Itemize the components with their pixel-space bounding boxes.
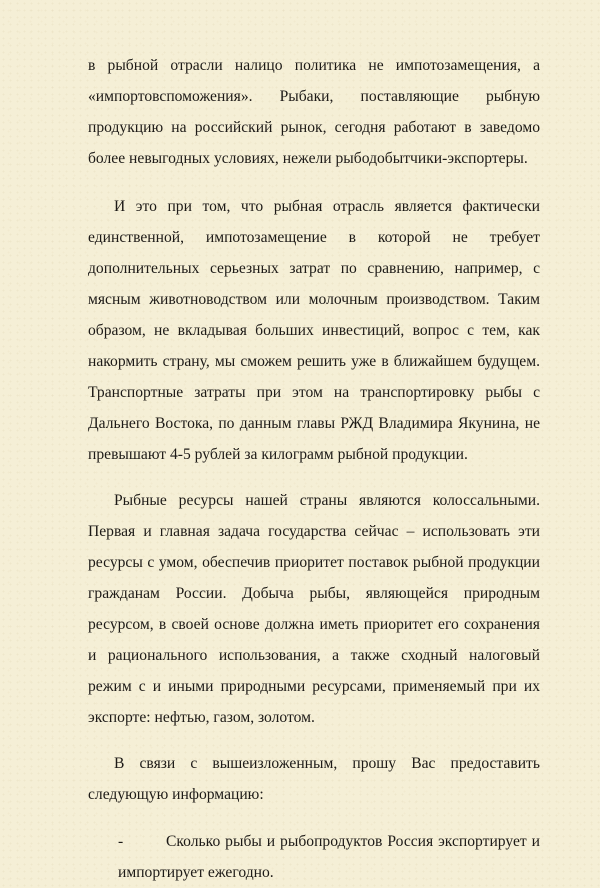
request-list (88, 826, 540, 888)
list-marker: - (118, 833, 124, 850)
paragraph-1: в рыбной отрасли налицо политика не импотозамещения, а «импортовспоможения». Рыбаки, поставляющие рыбную продукцию на российский рынок, сегодня работают в заведомо более невыгодных условиях, нежели рыбодобытчики-экспортеры. (88, 57, 540, 167)
list-item-text: Сколько рыбы и рыбопродуктов Россия экспортирует и импортирует ежегодно. (118, 833, 540, 881)
paragraph-4: В связи с вышеизложенным, прошу Вас предоставить следующую информацию: (88, 755, 540, 803)
paragraph-3: Рыбные ресурсы нашей страны являются колоссальными. Первая и главная задача государства сейчас – использовать эти ресурсы с умом, обеспечив приоритет поставок рыбной продукции гражданам России. Добыча рыбы, являющейся природным ресурсом, в своей основе должна иметь приоритет его сохранения и рационального использования, а также сходный налоговый режим с и иными природными ресурсами, применяемый при их экспорте: нефтью, газом, золотом. (88, 492, 540, 726)
list-item (118, 826, 540, 888)
paragraph-2: И это при том, что рыбная отрасль является фактически единственной, импотозамещение в которой не требует дополнительных серьезных затрат по сравнению, например, с мясным животноводством или молочным производством. Таким образом, не вкладывая больших инвестиций, вопрос с тем, как накормить страну, мы сможем решить уже в ближайшем будущем. Транспортные затраты при этом на транспортировку рыбы с Дальнего Востока, по данным главы РЖД Владимира Якунина, не превышают 4-5 рублей за килограмм рыбной продукции. (88, 198, 540, 463)
